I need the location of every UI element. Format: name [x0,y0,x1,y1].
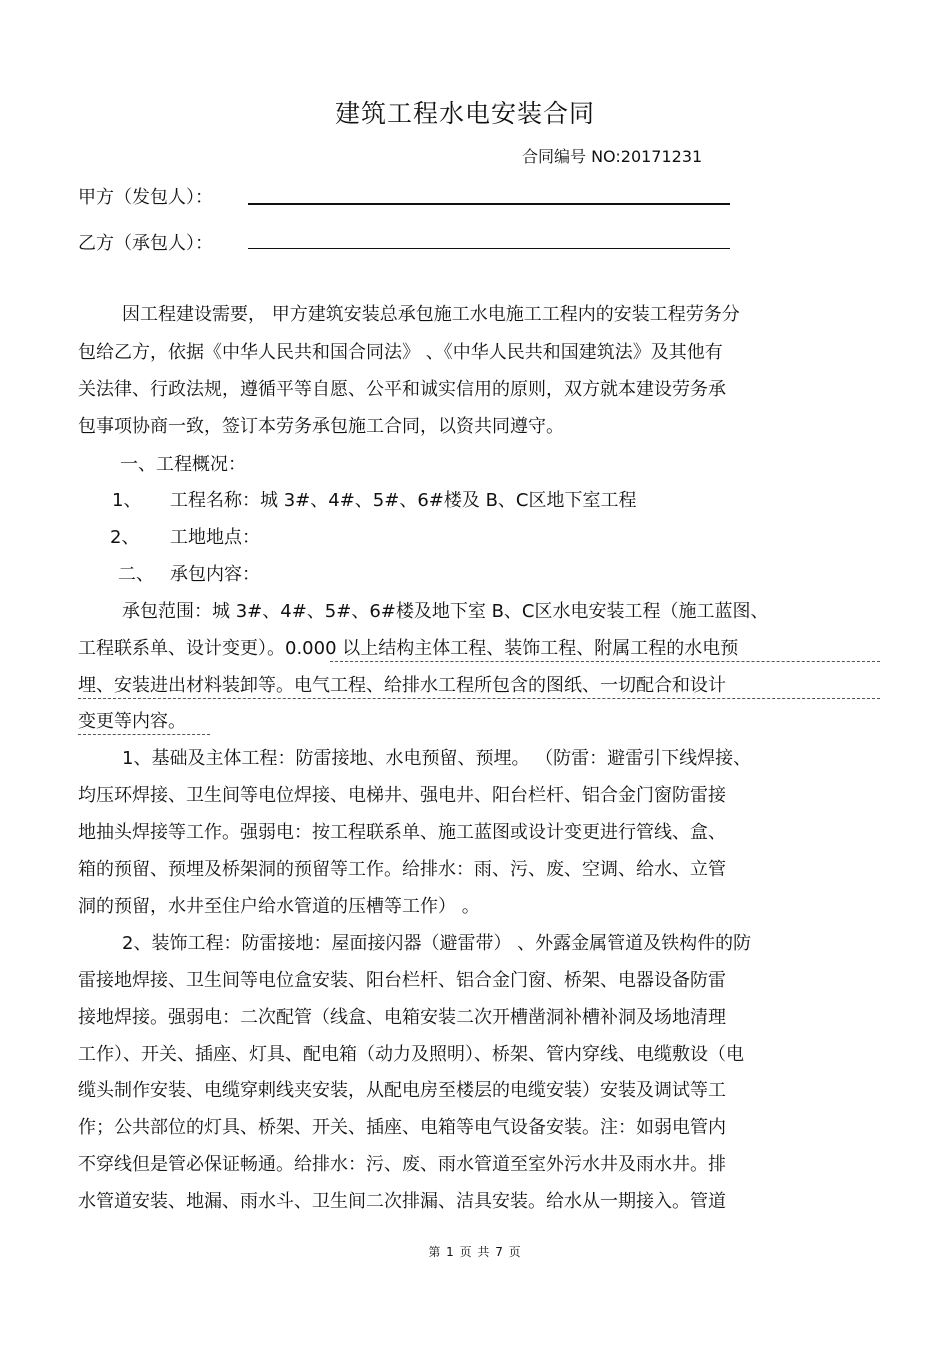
item-number: 1、 [112,490,142,511]
decoration-works-line: 不穿线但是管必保证畅通。给排水：污、废、雨水管道至室外污水井及雨水井。排 [78,1154,726,1175]
intro-line: 包事项协商一致，签订本劳务承包施工合同，以资共同遵守。 [78,416,564,437]
decoration-works-line: 接地焊接。强弱电：二次配管（线盒、电箱安装二次开槽凿洞补槽补洞及场地清理 [78,1007,726,1028]
section-heading-overview: 一、工程概况： [120,454,246,475]
site-location: 工地地点： [170,527,260,548]
basic-works-line: 洞的预留，水井至住户给水管道的压槽等工作） 。 [78,896,480,917]
page-footer: 第 1 页 共 7 页 [428,1245,522,1259]
revision-underline [330,639,880,662]
scope-line: 变更等内容。 [78,711,186,732]
decoration-works-line: 作；公共部位的灯具、桥架、开关、插座、电箱等电气设备安装。注：如弱电管内 [78,1117,726,1138]
intro-line: 包给乙方，依据《中华人民共和国合同法》 、《中华人民共和国建筑法》及其他有 [78,342,723,363]
item-number: 2、 [110,527,140,548]
basic-works-line: 1、基础及主体工程：防雷接地、水电预留、预埋。 （防雷：避雷引下线焊接、 [122,748,752,769]
revision-underline [78,712,210,735]
decoration-works-line: 2、装饰工程：防雷接地：屋面接闪器（避雷带） 、外露金属管道及铁构件的防 [122,933,752,954]
intro-line: 因工程建设需要， 甲方建筑安装总承包施工水电施工工程内的安装工程劳务分 [122,304,740,325]
scope-line: 承包范围：城 3#、4#、5#、6#楼及地下室 B、C区水电安装工程（施工蓝图、 [122,601,769,622]
section-heading-scope: 承包内容： [170,564,260,585]
party-a-label: 甲方（发包人）： [78,187,213,208]
revision-underline [78,676,880,699]
basic-works-line: 均压环焊接、卫生间等电位焊接、电梯井、强电井、阳台栏杆、铝合金门窗防雷接 [78,785,726,806]
basic-works-line: 地抽头焊接等工作。强弱电：按工程联系单、施工蓝图或设计变更进行管线、盒、 [78,822,726,843]
section-number: 二、 [118,564,154,585]
project-name: 工程名称：城 3#、4#、5#、6#楼及 B、C区地下室工程 [170,490,637,511]
basic-works-line: 箱的预留、预埋及桥架洞的预留等工作。给排水：雨、污、废、空调、给水、立管 [78,859,726,880]
decoration-works-line: 工作）、开关、插座、灯具、配电箱（动力及照明）、桥架、管内穿线、电缆敷设（电 [78,1044,744,1065]
party-b-blank-line [248,248,730,249]
decoration-works-line: 水管道安装、地漏、雨水斗、卫生间二次排漏、洁具安装。给水从一期接入。管道 [78,1191,726,1212]
decoration-works-line: 雷接地焊接、卫生间等电位盒安装、阳台栏杆、铝合金门窗、桥架、电器设备防雷 [78,970,726,991]
document-title: 建筑工程水电安装合同 [334,99,595,128]
decoration-works-line: 缆头制作安装、电缆穿剌线夹安装，从配电房至楼层的电缆安装）安装及调试等工 [78,1080,726,1101]
party-b-label: 乙方（承包人）： [78,233,213,254]
scope-line: 工程联系单、设计变更）。0.000 以上结构主体工程、装饰工程、附属工程的水电预 [78,638,739,659]
scope-line: 埋、安装进出材料装卸等。电气工程、给排水工程所包含的图纸、一切配合和设计 [78,675,726,696]
party-a-blank-line [248,203,730,205]
intro-line: 关法律、行政法规，遵循平等自愿、公平和诚实信用的原则，双方就本建设劳务承 [78,379,726,400]
contract-number: 合同编号 NO:20171231 [522,147,703,166]
